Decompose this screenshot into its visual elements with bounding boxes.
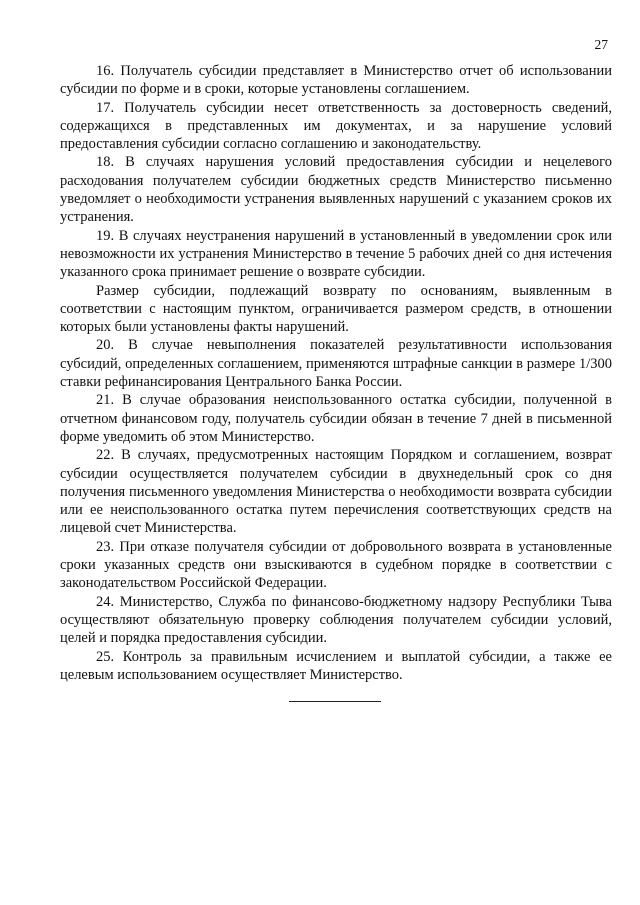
paragraph-20: 20. В случае невыполнения показателей результативности использования субсидий, определенных соглашением, применяются штрафные санкции в размере 1/300 ставки рефинансирования Центрального Банка России.	[60, 337, 612, 391]
paragraph-19-refund-size: Размер субсидии, подлежащий возврату по основаниям, выявленным в соответствии с настоящим пунктом, ограничивается размером средств, в отношении которых были установлены факты нарушений.	[60, 282, 612, 336]
page-number: 27	[594, 37, 608, 52]
paragraph-17: 17. Получатель субсидии несет ответственность за достоверность сведений, содержащихся в представленных им документах, и за нарушение условий предоставления субсидии согласно соглашению и законодательству.	[60, 99, 612, 153]
paragraph-23: 23. При отказе получателя субсидии от добровольного возврата в установленные сроки указанных средств они взыскиваются в судебном порядке в соответствии с законодательством Российской Федерации.	[60, 538, 612, 592]
paragraph-18: 18. В случаях нарушения условий предоставления субсидии и нецелевого расходования получателем субсидии бюджетных средств Министерство письменно уведомляет о необходимости устранения выявленных нарушений с указанием сроков их устранения.	[60, 154, 612, 226]
paragraph-25: 25. Контроль за правильным исчислением и выплатой субсидии, а также ее целевым использованием осуществляет Министерство.	[60, 648, 612, 683]
paragraph-21: 21. В случае образования неиспользованного остатка субсидии, полученной в отчетном финансовом году, получатель субсидии обязан в течение 7 дней в письменной форме уведомить об этом Министерство.	[60, 392, 612, 445]
paragraph-24: 24. Министерство, Служба по финансово-бюджетному надзору Республики Тыва осуществляют обязательную проверку соблюдения получателем субсидии условий, целей и порядка предоставления субсидии.	[60, 593, 612, 647]
document-body	[60, 62, 612, 684]
paragraph-16: 16. Получатель субсидии представляет в Министерство отчет об использовании субсидии по форме и в сроки, которые установлены соглашением.	[60, 63, 612, 98]
end-separator-line	[289, 701, 381, 702]
paragraph-19: 19. В случаях неустранения нарушений в установленный в уведомлении срок или невозможности их устранения Министерство в течение 5 рабочих дней со дня истечения указанного срока принимает решение о возврате субсидии.	[60, 227, 612, 281]
paragraph-22: 22. В случаях, предусмотренных настоящим Порядком и соглашением, возврат субсидии осуществляется получателем субсидии в двухнедельный срок со дня получения письменного уведомления Министерства о необходимости возврата субсидии или ее неиспользованного остатка путем перечисления соответствующих средств на лицевой счет Министерства.	[60, 447, 612, 537]
